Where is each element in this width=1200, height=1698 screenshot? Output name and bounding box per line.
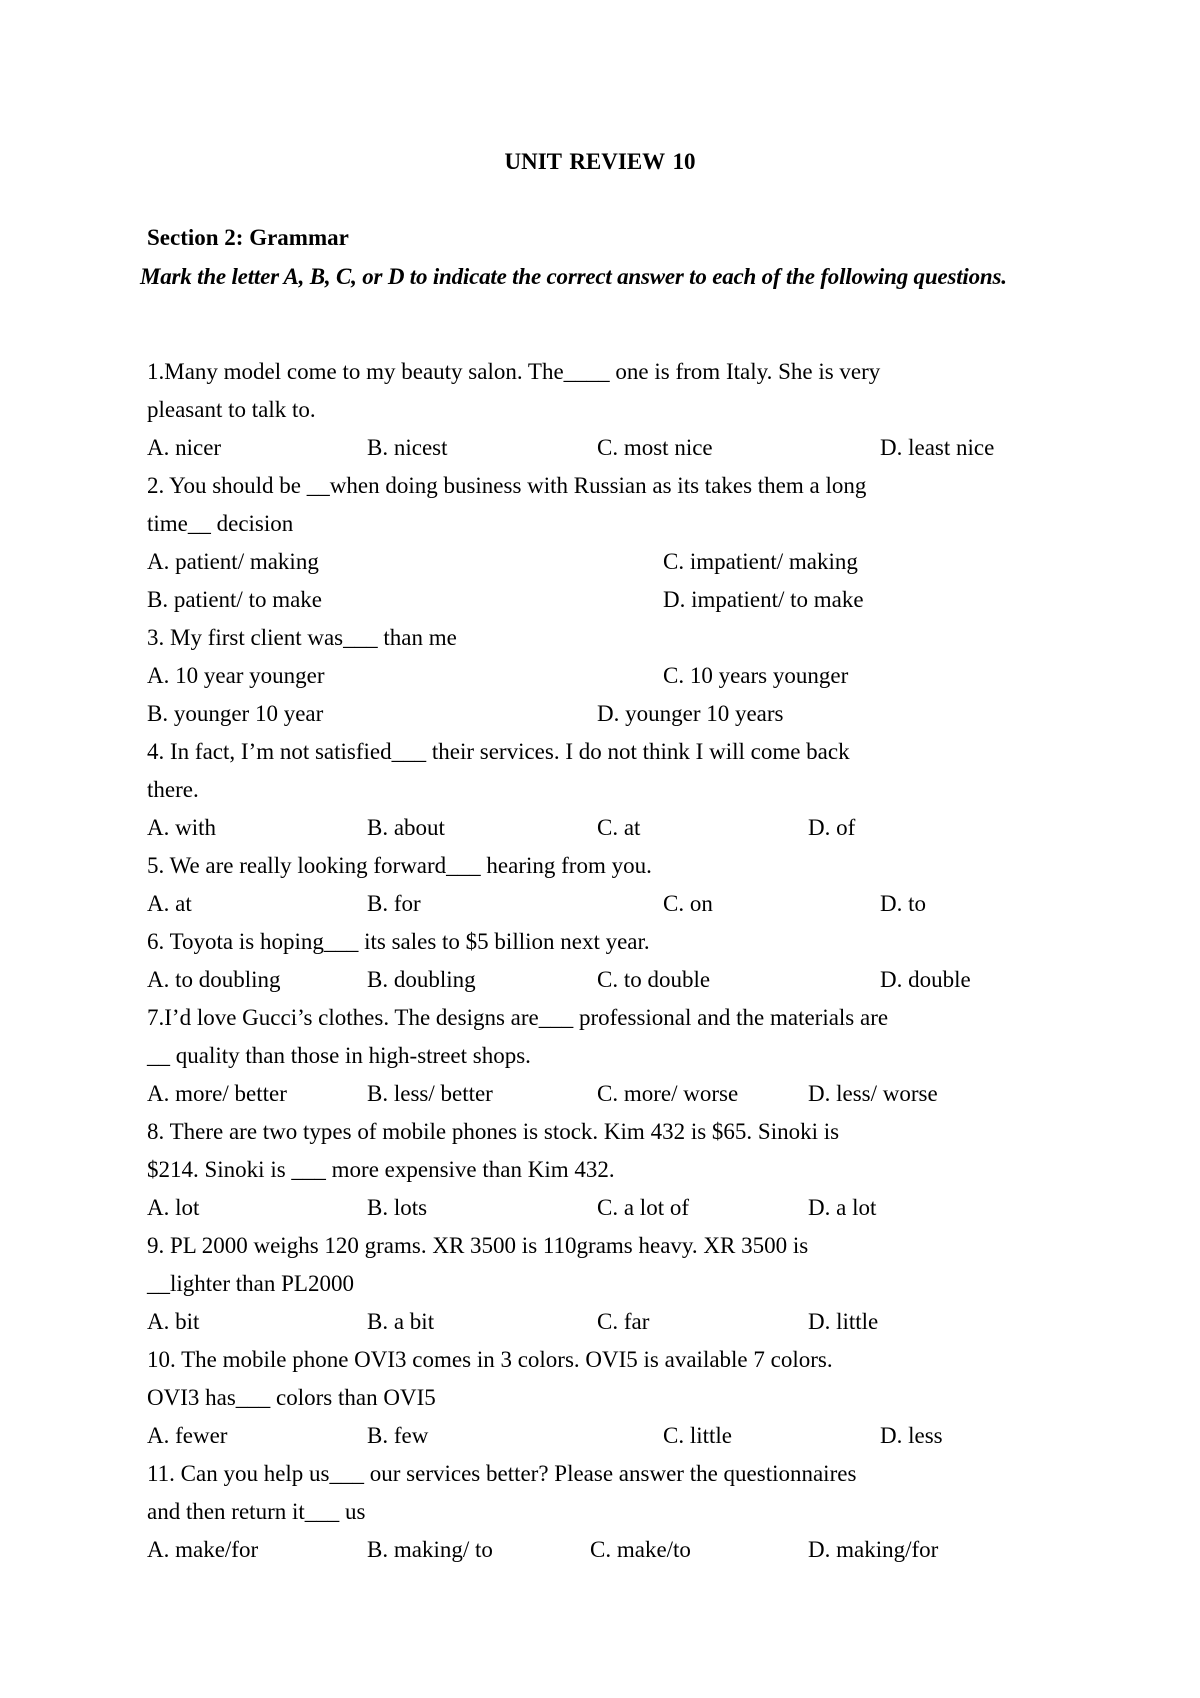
question-5-line-1: 5. We are really looking forward___ hearing from you. [147,853,652,878]
question-5-option-c: C. on [663,891,713,916]
question-10-line-2: OVI3 has___ colors than OVI5 [147,1385,436,1410]
question-7-option-d: D. less/ worse [808,1081,938,1106]
question-7-option-b: B. less/ better [367,1081,493,1106]
question-10-option-b: B. few [367,1423,429,1448]
question-2-line-2: time__ decision [147,511,294,536]
question-10-line-1: 10. The mobile phone OVI3 comes in 3 colors. OVI5 is available 7 colors. [147,1347,833,1372]
question-10-option-d: D. less [880,1423,943,1448]
question-11-option-a: A. make/for [147,1537,259,1562]
question-4-line-2: there. [147,777,199,802]
question-3-option-c: C. 10 years younger [663,663,849,688]
question-2-line-1: 2. You should be __when doing business with Russian as its takes them a long [147,473,867,498]
question-2-option-b: B. patient/ to make [147,587,323,612]
section-heading: Section 2: Grammar [147,225,349,250]
question-11-line-1: 11. Can you help us___ our services better? Please answer the questionnaires [147,1461,857,1486]
question-3-line-1: 3. My first client was___ than me [147,625,457,650]
question-9-line-1: 9. PL 2000 weighs 120 grams. XR 3500 is 110grams heavy. XR 3500 is [147,1233,809,1258]
question-4-option-d: D. of [808,815,856,840]
question-8-option-b: B. lots [367,1195,428,1220]
question-6-option-c: C. to double [597,967,711,992]
question-5-option-d: D. to [880,891,926,916]
question-2-option-a: A. patient/ making [147,549,319,574]
question-7-option-a: A. more/ better [147,1081,287,1106]
question-7-option-c: C. more/ worse [597,1081,739,1106]
question-8-option-c: C. a lot of [597,1195,689,1220]
question-5-option-a: A. at [147,891,192,916]
question-3-option-a: A. 10 year younger [147,663,325,688]
question-11-option-b: B. making/ to [367,1537,493,1562]
question-6-option-b: B. doubling [367,967,476,992]
question-7-line-2: __ quality than those in high-street shops. [147,1043,531,1068]
question-6-line-1: 6. Toyota is hoping___ its sales to $5 billion next year. [147,929,650,954]
question-7-line-1: 7.I’d love Gucci’s clothes. The designs are___ professional and the materials are [147,1005,889,1030]
question-11-option-c: C. make/to [590,1537,691,1562]
question-1-line-1: 1.Many model come to my beauty salon. The____ one is from Italy. She is very [147,359,881,384]
question-8-line-2: $214. Sinoki is ___ more expensive than Kim 432. [147,1157,615,1182]
question-9-line-2: __lighter than PL2000 [147,1271,354,1296]
question-3-option-d: D. younger 10 years [597,701,784,726]
question-4-option-b: B. about [367,815,445,840]
question-1-option-c: C. most nice [597,435,713,460]
question-4-option-a: A. with [147,815,216,840]
question-11-option-d: D. making/for [808,1537,939,1562]
question-6-option-a: A. to doubling [147,967,281,992]
question-10-option-c: C. little [663,1423,732,1448]
question-4-option-c: C. at [597,815,641,840]
question-9-option-b: B. a bit [367,1309,435,1334]
question-2-option-c: C. impatient/ making [663,549,858,574]
question-1-option-b: B. nicest [367,435,448,460]
question-9-option-a: A. bit [147,1309,200,1334]
question-1-line-2: pleasant to talk to. [147,397,316,422]
question-6-option-d: D. double [880,967,971,992]
question-11-line-2: and then return it___ us [147,1499,366,1524]
question-9-option-c: C. far [597,1309,650,1334]
section-instruction: Mark the letter A, B, C, or D to indicate the correct answer to each of the following questions. [140,264,1007,289]
question-8-line-1: 8. There are two types of mobile phones is stock. Kim 432 is $65. Sinoki is [147,1119,840,1144]
question-1-option-a: A. nicer [147,435,222,460]
question-8-option-a: A. lot [147,1195,200,1220]
page-title: UNIT REVIEW 10 [504,149,696,174]
question-3-option-b: B. younger 10 year [147,701,324,726]
question-5-option-b: B. for [367,891,421,916]
question-4-line-1: 4. In fact, I’m not satisfied___ their services. I do not think I will come back [147,739,850,764]
question-9-option-d: D. little [808,1309,879,1334]
question-10-option-a: A. fewer [147,1423,228,1448]
question-1-option-d: D. least nice [880,435,995,460]
question-8-option-d: D. a lot [808,1195,877,1220]
question-2-option-d: D. impatient/ to make [663,587,864,612]
